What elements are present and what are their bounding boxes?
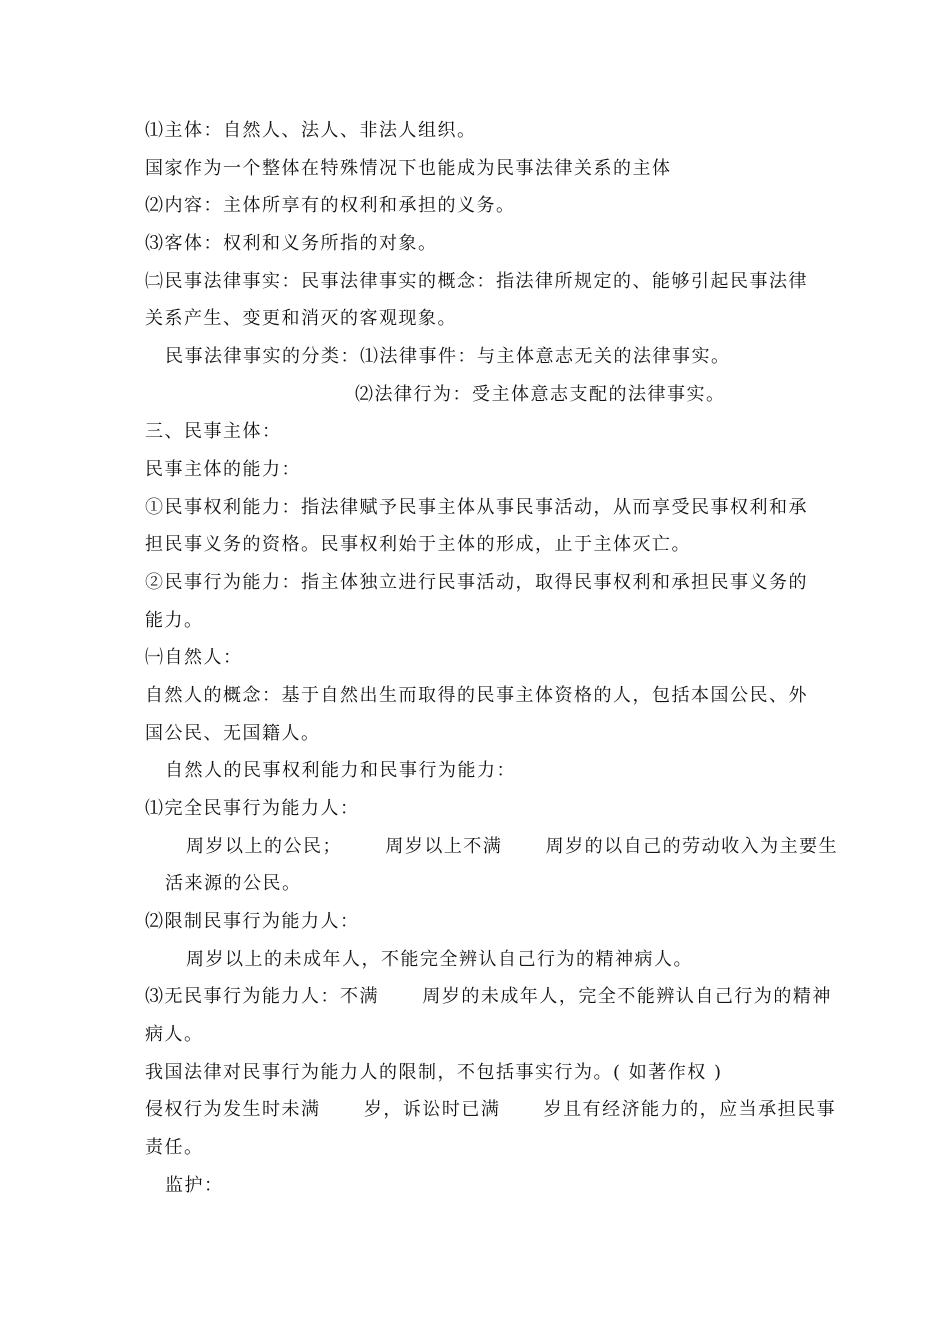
text-line: 自然人的民事权利能力和民事行为能力： — [165, 760, 516, 781]
text-line: 周岁以上的未成年人，不能完全辨认自己行为的精神病人。 — [186, 949, 693, 970]
text-line: 监护： — [165, 1175, 224, 1196]
text-line: ⑶无民事行为能力人：不满 周岁的未成年人，完全不能辨认自己行为的精神 — [145, 986, 832, 1007]
text-line: 活来源的公民。 — [165, 873, 302, 894]
text-line: ⑵内容：主体所享有的权利和承担的义务。 — [145, 195, 516, 216]
text-line: 关系产生、变更和消灭的客观现象。 — [145, 308, 457, 329]
text-line: 担民事义务的资格。民事权利始于主体的形成，止于主体灭亡。 — [145, 534, 691, 555]
section-heading: 三、民事主体： — [145, 421, 282, 442]
text-line: 自然人的概念：基于自然出生而取得的民事主体资格的人，包括本国公民、外 — [145, 685, 808, 706]
text-line: 国公民、无国籍人。 — [145, 723, 321, 744]
text-line: ㈠自然人： — [145, 647, 243, 668]
text-line: ⑶客体：权利和义务所指的对象。 — [145, 233, 438, 254]
text-line: ⑵法律行为：受主体意志支配的法律事实。 — [355, 384, 726, 405]
text-line: 我国法律对民事行为能力人的限制，不包括事实行为。( 如著作权 ) — [145, 1062, 723, 1083]
text-line: ㈡民事法律事实：民事法律事实的概念：指法律所规定的、能够引起民事法律 — [145, 271, 808, 292]
text-line: 病人。 — [145, 1024, 204, 1045]
text-line: ⑵限制民事行为能力人： — [145, 911, 360, 932]
text-line: ②民事行为能力：指主体独立进行民事活动，取得民事权利和承担民事义务的 — [145, 572, 808, 593]
text-line: ⑴主体：自然人、法人、非法人组织。 — [145, 120, 477, 141]
text-line: 国家作为一个整体在特殊情况下也能成为民事法律关系的主体 — [145, 158, 672, 179]
text-line: 侵权行为发生时未满 岁，诉讼时已满 岁且有经济能力的，应当承担民事 — [145, 1099, 837, 1120]
text-line: ①民事权利能力：指法律赋予民事主体从事民事活动，从而享受民事权利和承 — [145, 497, 808, 518]
text-line: 民事主体的能力： — [145, 459, 301, 480]
text-line: 周岁以上的公民； 周岁以上不满 周岁的以自己的劳动收入为主要生 — [186, 836, 839, 857]
text-line: 民事法律事实的分类：⑴法律事件：与主体意志无关的法律事实。 — [165, 346, 731, 367]
text-line: 责任。 — [145, 1137, 204, 1158]
text-line: 能力。 — [145, 610, 204, 631]
text-line: ⑴完全民事行为能力人： — [145, 798, 360, 819]
